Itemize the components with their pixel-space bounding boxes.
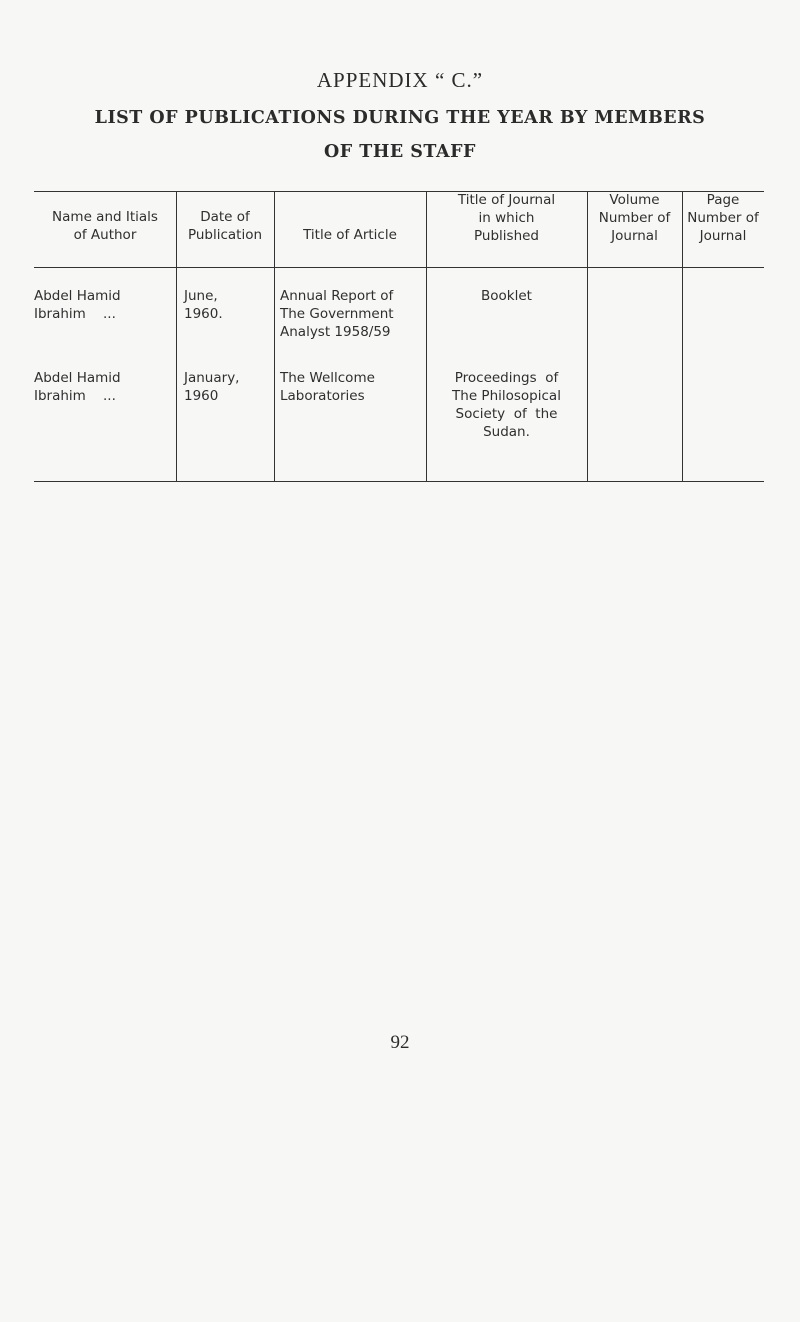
table-row-1-journal — [426, 287, 587, 305]
cell-line: Booklet — [481, 288, 532, 304]
header-article — [274, 226, 426, 244]
header-volume-line: Journal — [611, 228, 658, 244]
document-title-line-1: LIST OF PUBLICATIONS DURING THE YEAR BY MEMBERS — [94, 108, 706, 128]
header-author-line: of Author — [73, 227, 137, 243]
table-row-1-author — [34, 287, 174, 323]
cell-line: Abdel Hamid — [34, 288, 121, 304]
cell-line: June, — [184, 288, 218, 304]
document-title-line-2: OF THE STAFF — [324, 142, 476, 162]
table-row-2-date — [184, 369, 239, 405]
table-bottom-rule — [34, 481, 764, 482]
header-journal — [426, 191, 587, 245]
page-number: 92 — [390, 1032, 410, 1053]
table-row-1-date — [184, 287, 223, 323]
header-volume-line: Volume — [609, 192, 660, 208]
header-article-line: Title of Article — [303, 227, 397, 243]
cell-line: The Philosopical — [452, 388, 561, 404]
header-page — [682, 191, 764, 245]
header-author — [34, 208, 176, 244]
header-page-line: Number of — [687, 210, 759, 226]
cell-line: Society of the — [455, 406, 558, 422]
header-page-line: Page — [706, 192, 740, 208]
cell-line: January, — [184, 370, 240, 386]
cell-line: Ibrahim ... — [34, 306, 116, 322]
header-bottom-rule — [34, 267, 764, 268]
publications-table — [34, 191, 764, 483]
table-row-2-author — [34, 369, 174, 405]
cell-line: Ibrahim ... — [34, 388, 116, 404]
cell-line: 1960 — [184, 388, 219, 404]
header-journal-line: Published — [474, 228, 539, 244]
header-volume-line: Number of — [598, 210, 671, 226]
cell-line: Abdel Hamid — [34, 370, 121, 386]
header-date — [176, 208, 274, 244]
header-journal-line: Title of Journal — [457, 192, 556, 208]
cell-line: The Wellcome — [280, 370, 375, 386]
table-row-2-article — [280, 369, 375, 405]
appendix-heading: APPENDIX “ C.” — [316, 68, 484, 92]
cell-line: Proceedings of — [454, 370, 559, 386]
cell-line: The Government — [280, 306, 394, 322]
header-page-line: Journal — [699, 228, 747, 244]
table-row-2-journal — [426, 369, 587, 441]
header-author-line: Name and Itials — [52, 209, 158, 225]
header-journal-line: in which — [478, 210, 535, 226]
header-volume — [587, 191, 682, 245]
cell-line: 1960. — [184, 306, 223, 322]
table-row-1-article — [280, 287, 394, 341]
cell-line: Laboratories — [280, 388, 365, 404]
cell-line: Sudan. — [483, 424, 530, 440]
cell-line: Annual Report of — [280, 288, 394, 304]
cell-line: Analyst 1958/59 — [280, 324, 391, 340]
header-date-line: Date of — [200, 209, 250, 225]
header-date-line: Publication — [187, 227, 263, 243]
